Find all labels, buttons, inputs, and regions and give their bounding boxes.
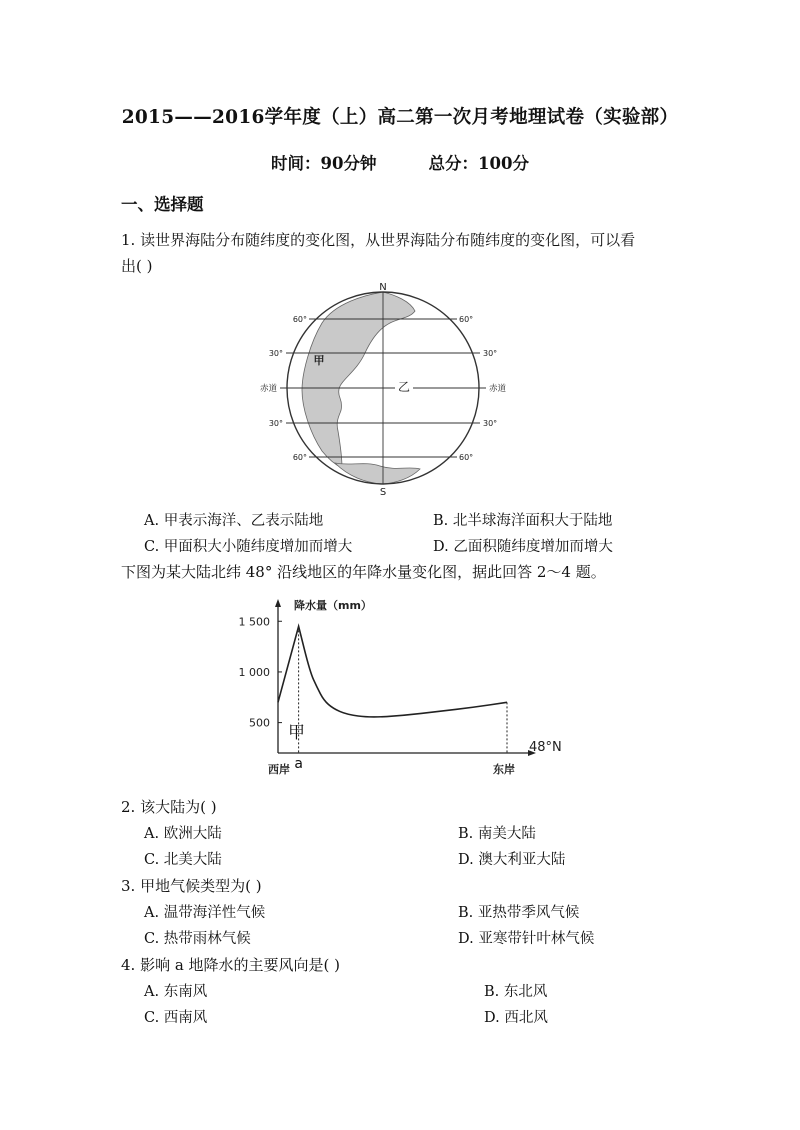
y-tick-label: 1 000	[238, 665, 270, 679]
page-title: 2015——2016学年度（上）高二第一次月考地理试卷（实验部）	[121, 107, 679, 128]
point-a-label: a	[294, 756, 303, 772]
q1-stem-line2: 出( )	[121, 257, 153, 275]
q2-option-c[interactable]: C. 北美大陆	[144, 852, 222, 868]
q1-option-b[interactable]: B. 北半球海洋面积大于陆地	[433, 513, 613, 529]
y-tick-label: 500	[249, 716, 270, 730]
q3-option-d[interactable]: D. 亚寒带针叶林气候	[458, 931, 595, 947]
lat-60s-right: 60°	[459, 453, 474, 462]
section-heading: 一、选择题	[121, 195, 204, 214]
q1-option-c[interactable]: C. 甲面积大小随纬度增加而增大	[144, 539, 353, 555]
q1-option-d[interactable]: D. 乙面积随纬度增加而增大	[433, 539, 613, 555]
label-yi: 乙	[397, 380, 411, 394]
y-tick-label: 1 500	[238, 615, 270, 629]
lat-30n-right: 30°	[483, 349, 498, 358]
lat-30n-left: 30°	[268, 349, 283, 358]
q3-stem: 3. 甲地气候类型为( )	[121, 877, 262, 895]
q4-stem: 4. 影响 a 地降水的主要风向是( )	[121, 956, 341, 974]
q1-option-a[interactable]: A. 甲表示海洋、乙表示陆地	[144, 513, 324, 529]
lat-30s-left: 30°	[268, 419, 283, 428]
q2-4-intro: 下图为某大陆北纬 48° 沿线地区的年降水量变化图，据此回答 2～4 题。	[121, 563, 606, 581]
q2-stem: 2. 该大陆为( )	[121, 798, 217, 816]
lat-30s-right: 30°	[483, 419, 498, 428]
exam-score: 总分：100分	[428, 154, 529, 173]
q4-option-b[interactable]: B. 东北风	[484, 984, 548, 1000]
precipitation-chart	[230, 595, 590, 780]
q2-option-d[interactable]: D. 澳大利亚大陆	[458, 852, 566, 868]
west-coast-label: 西岸	[268, 763, 290, 776]
q1-stem-line1: 1. 读世界海陆分布随纬度的变化图，从世界海陆分布随纬度的变化图，可以看	[121, 231, 636, 249]
q2-option-b[interactable]: B. 南美大陆	[458, 826, 536, 842]
exam-time: 时间：90分钟	[271, 154, 377, 173]
q2-option-a[interactable]: A. 欧洲大陆	[144, 826, 222, 842]
exam-info	[0, 150, 800, 174]
q4-option-c[interactable]: C. 西南风	[144, 1010, 208, 1026]
y-axis-label: 降水量（mm）	[294, 599, 372, 612]
south-label: S	[379, 487, 387, 498]
precipitation-series-line	[278, 626, 507, 717]
y-axis-arrow	[275, 599, 281, 607]
equator-left: 赤道	[259, 384, 277, 394]
label-jia: 甲	[313, 354, 325, 367]
lat-60s-left: 60°	[292, 453, 307, 462]
equator-right: 赤道	[489, 384, 507, 394]
region-jia-label: 甲	[288, 723, 305, 743]
world-land-sea-figure	[259, 282, 510, 498]
q4-option-d[interactable]: D. 西北风	[484, 1010, 548, 1026]
q4-option-a[interactable]: A. 东南风	[144, 984, 208, 1000]
lat-60n-left: 60°	[292, 315, 307, 324]
east-coast-label: 东岸	[493, 763, 515, 776]
lat-60n-right: 60°	[459, 315, 474, 324]
q3-option-a[interactable]: A. 温带海洋性气候	[144, 905, 266, 921]
latitude-label: 48°N	[529, 740, 562, 755]
q3-option-c[interactable]: C. 热带雨林气候	[144, 931, 251, 947]
q3-option-b[interactable]: B. 亚热带季风气候	[458, 905, 580, 921]
north-label: N	[379, 282, 387, 293]
